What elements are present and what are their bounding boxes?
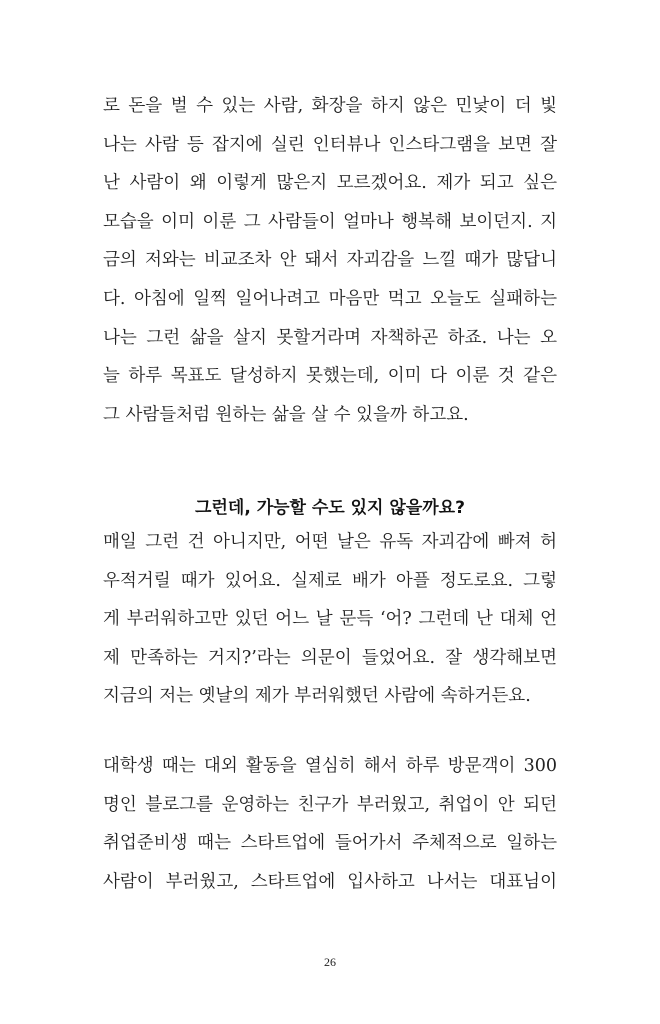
text-line: 그 사람들처럼 원하는 삶을 살 수 있을까 하고요. — [103, 404, 469, 425]
text-line: 매일 그런 건 아니지만, 어떤 날은 유독 자괴감에 빠져 허 — [103, 532, 557, 552]
paragraph-2 — [103, 523, 557, 716]
text-line: 로 돈을 벌 수 있는 사람, 화장을 하지 않은 민낯이 더 빛 — [103, 96, 557, 116]
text-line: 제 만족하는 거지?’라는 의문이 들었어요. 잘 생각해보면 — [103, 647, 557, 668]
text-line: 금의 저와는 비교조차 안 돼서 자괴감을 느낄 때가 많답니 — [103, 250, 557, 271]
text-line: 모습을 이미 이룬 그 사람들이 얼마나 행복해 보이던지. 지 — [103, 211, 557, 232]
text-line: 늘 하루 목표도 달성하지 못했는데, 이미 다 이룬 것 같은 — [103, 366, 557, 387]
text-line: 우적거릴 때가 있어요. 실제로 배가 아플 정도로요. 그렇 — [103, 570, 557, 591]
text-line: 취업준비생 때는 스타트업에 들어가서 주체적으로 일하는 — [103, 833, 557, 854]
page-number: 26 — [324, 955, 336, 969]
text-line: 게 부러워하고만 있던 어느 날 문득 ‘어? 그런데 난 대체 언 — [103, 609, 557, 630]
text-line: 다. 아침에 일찍 일어나려고 마음만 먹고 오늘도 실패하는 — [103, 288, 557, 309]
text-line: 지금의 저는 옛날의 제가 부러워했던 사람에 속하거든요. — [103, 686, 531, 707]
text-line: 대학생 때는 대외 활동을 열심히 해서 하루 방문객이 300 — [103, 756, 557, 776]
text-line: 사람이 부러웠고, 스타트업에 입사하고 나서는 대표님이 — [103, 871, 557, 892]
paragraph-3 — [103, 747, 557, 901]
section-heading: 그런데, 가능할 수도 있지 않을까요? — [195, 498, 465, 518]
text-line: 나는 사람 등 잡지에 실린 인터뷰나 인스타그램을 보면 잘 — [103, 134, 557, 155]
text-line: 명인 블로그를 운영하는 친구가 부러웠고, 취업이 안 되던 — [103, 794, 557, 815]
paragraph-1 — [103, 87, 557, 434]
text-line: 난 사람이 왜 이렇게 많은지 모르겠어요. 제가 되고 싶은 — [103, 173, 557, 194]
text-line: 나는 그런 삶을 살지 못할거라며 자책하곤 하죠. 나는 오 — [103, 327, 557, 348]
